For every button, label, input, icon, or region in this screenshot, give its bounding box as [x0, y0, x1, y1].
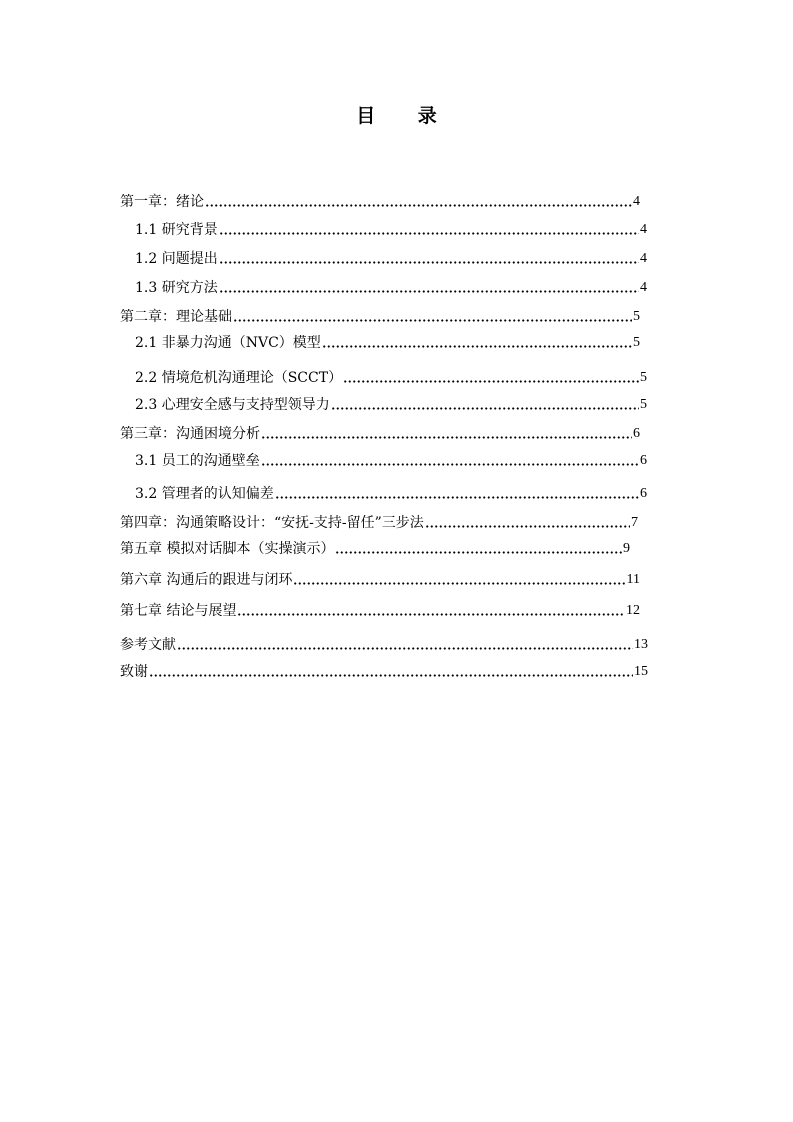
toc-entry-section-1-2[interactable] — [135, 247, 647, 269]
toc-leader-dots — [261, 436, 632, 439]
toc-entry-page: 12 — [626, 603, 640, 618]
toc-entry-label: 2.3 心理安全感与支持型领导力 — [135, 397, 330, 413]
toc-entry-label: 第四章：沟通策略设计：“安抚-支持-留任”三步法 — [120, 515, 424, 531]
toc-entry-label: 第一章：绪论 — [120, 194, 204, 210]
toc-entry-label: 第三章：沟通困境分析 — [120, 426, 260, 442]
toc-leader-dots — [331, 407, 639, 410]
toc-entry-page: 5 — [633, 309, 640, 324]
toc-entry-label: 2.1 非暴力沟通（NVC）模型 — [135, 335, 321, 351]
toc-entry-chapter-1[interactable] — [120, 190, 640, 212]
toc-entry-chapter-7[interactable] — [120, 599, 640, 621]
toc-entry-section-3-2[interactable] — [135, 482, 647, 504]
toc-entry-acknowledgements[interactable] — [120, 660, 648, 682]
toc-entry-chapter-3[interactable] — [120, 422, 640, 444]
toc-entry-page: 6 — [640, 486, 647, 501]
toc-entry-page: 5 — [640, 397, 647, 412]
toc-entry-page: 9 — [623, 541, 630, 556]
toc-entry-page: 7 — [631, 515, 638, 530]
toc-entry-label: 1.3 研究方法 — [135, 280, 218, 296]
toc-leader-dots — [205, 204, 632, 207]
toc-entry-page: 5 — [640, 370, 647, 385]
toc-entry-page: 4 — [640, 251, 647, 266]
toc-entry-section-3-1[interactable] — [135, 449, 647, 471]
toc-entry-page: 11 — [626, 572, 640, 587]
toc-entry-page: 4 — [640, 222, 647, 237]
toc-leader-dots — [219, 290, 639, 293]
toc-entry-label: 致谢 — [120, 664, 148, 680]
toc-entry-page: 13 — [634, 637, 648, 652]
toc-leader-dots — [219, 232, 639, 235]
toc-entry-page: 4 — [633, 194, 640, 209]
toc-entry-label: 1.1 研究背景 — [135, 222, 218, 238]
toc-leader-dots — [275, 496, 639, 499]
toc-entry-label: 2.2 情境危机沟通理论（SCCT） — [135, 370, 343, 386]
toc-leader-dots — [233, 319, 632, 322]
toc-leader-dots — [293, 582, 625, 585]
toc-entry-section-2-2[interactable] — [135, 366, 647, 388]
toc-entry-references[interactable] — [120, 633, 648, 655]
toc-entry-section-1-1[interactable] — [135, 218, 647, 240]
toc-leader-dots — [343, 380, 639, 383]
toc-entry-label: 3.1 员工的沟通壁垒 — [135, 453, 260, 469]
toc-entry-page: 6 — [633, 426, 640, 441]
toc-entry-page: 4 — [640, 280, 647, 295]
toc-entry-chapter-5[interactable] — [120, 537, 630, 559]
page-title: 目 录 — [356, 105, 455, 127]
toc-entry-page: 6 — [640, 453, 647, 468]
toc-entry-label: 第六章 沟通后的跟进与闭环 — [120, 572, 293, 588]
toc-leader-dots — [322, 345, 632, 348]
toc-entry-label: 3.2 管理者的认知偏差 — [135, 486, 274, 502]
toc-entry-label: 第二章：理论基础 — [120, 309, 232, 325]
toc-leader-dots — [219, 261, 639, 264]
toc-entry-chapter-6[interactable] — [120, 568, 640, 590]
toc-leader-dots — [335, 551, 622, 554]
toc-entry-chapter-2[interactable] — [120, 305, 640, 327]
toc-entry-section-2-1[interactable] — [135, 331, 640, 353]
toc-leader-dots — [237, 613, 625, 616]
toc-entry-section-2-3[interactable] — [135, 393, 647, 415]
toc-entry-label: 第五章 模拟对话脚本（实操演示） — [120, 541, 335, 557]
toc-entry-label: 第七章 结论与展望 — [120, 603, 237, 619]
toc-entry-page: 15 — [634, 664, 648, 679]
toc-entry-section-1-3[interactable] — [135, 276, 647, 298]
toc-entry-label: 参考文献 — [120, 637, 176, 653]
toc-leader-dots — [425, 525, 630, 528]
toc-entry-label: 1.2 问题提出 — [135, 251, 218, 267]
toc-entry-page: 5 — [633, 335, 640, 350]
toc-entry-chapter-4[interactable] — [120, 511, 638, 533]
toc-leader-dots — [177, 647, 633, 650]
toc-leader-dots — [261, 463, 639, 466]
toc-leader-dots — [149, 674, 633, 677]
